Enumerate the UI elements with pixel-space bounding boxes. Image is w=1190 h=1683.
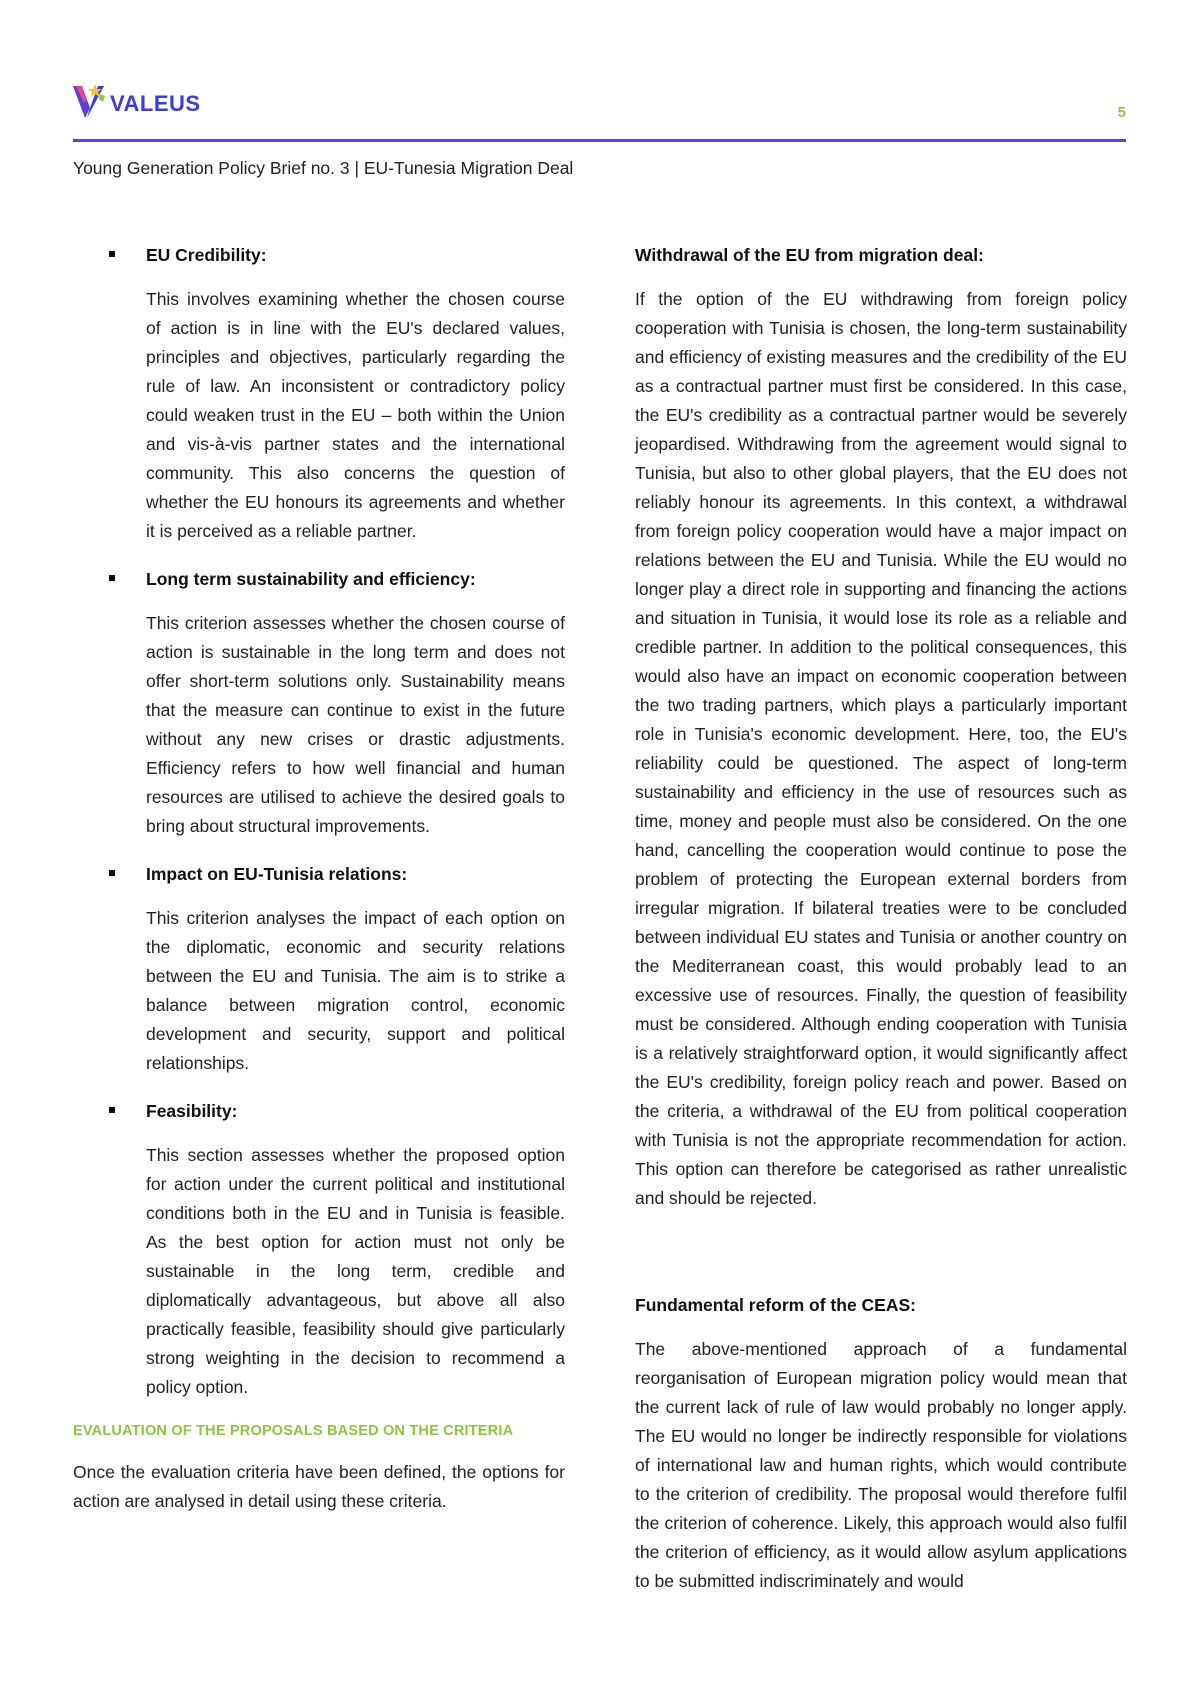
bullet-icon [109,251,115,257]
criterion-sustainability [73,568,565,841]
header-divider [73,139,1126,142]
logo-wordmark [110,91,201,117]
criterion-relations [73,863,565,1078]
withdrawal-section [635,244,1127,1213]
criterion-title: Impact on EU-Tunisia relations: [146,864,408,884]
withdrawal-body: If the option of the EU withdrawing from foreign policy cooperation with Tunisia is chosen, the long-term sustainability and efficiency of existing measures and the credibility of the EU as a contractual partner must first be considered. In this case, the EU's credibility as a contractual partner would be severely jeopardised. Withdrawing from the agreement would signal to Tunisia, but also to other global players, that the EU does not reliably honour its agreements. In this context, a withdrawal from foreign policy cooperation would have a major impact on relations between the EU and Tunisia. While the EU would no longer play a direct role in supporting and financing the actions and situation in Tunisia, it would lose its role as a reliable and credible partner. In addition to the political consequences, this would also have an impact on economic cooperation between the two trading partners, which plays a particularly important role in Tunisia's economic development. Here, too, the EU's reliability could be questioned. The aspect of long-term sustainability and efficiency in the use of resources such as time, money and people must also be considered. On the one hand, cancelling the cooperation would continue to pose the problem of protecting the European external borders from irregular migration. If bilateral treaties were to be concluded between individual EU states and Tunisia or another country on the Mediterranean coast, this would probably lead to an excessive use of resources. Finally, the question of feasibility must be considered. Although ending cooperation with Tunisia is a relatively straightforward option, it would significantly affect the EU's credibility, foreign policy reach and power. Based on the criteria, a withdrawal of the EU from political cooperation with Tunisia is not the appropriate recommendation for action. This option can therefore be categorised as rather unrealistic and should be rejected. [635,289,1127,1208]
logo-text-val: VAL [110,91,154,116]
reform-section [635,1294,1127,1596]
criteria-list [73,244,565,1424]
bullet-icon [109,575,115,581]
evaluation-heading: EVALUATION OF THE PROPOSALS BASED ON THE CRITERIA [73,1423,514,1439]
reform-body: The above-mentioned approach of a fundamental reorganisation of European migration policy would mean that the current lack of rule of law would probably no longer apply. The EU would no longer be indirectly responsible for violations of international law and human rights, which would contribute to the criterion of credibility. The proposal would therefore fulfil the criterion of coherence. Likely, this approach would also fulfil the criterion of efficiency, as it would allow asylum applications to be submitted indiscriminately and would [635,1339,1127,1591]
criterion-eu-credibility [73,244,565,546]
bullet-icon [109,870,115,876]
bullet-icon [109,1107,115,1113]
reform-title: Fundamental reform of the CEAS: [635,1295,916,1315]
criterion-title: EU Credibility: [146,245,267,265]
criterion-body: This criterion assesses whether the chosen course of action is sustainable in the long term and does not offer short-term solutions only. Sustainability means that the measure can continue to exist in the future without any new crises or drastic adjustments. Efficiency refers to how well financial and human resources are utilised to achieve the desired goals to bring about structural improvements. [146,613,565,836]
running-title: Young Generation Policy Brief no. 3 | EU-Tunesia Migration Deal [73,158,574,178]
logo-text-eus: EUS [153,91,201,116]
valeus-logo-icon [73,84,107,120]
criterion-feasibility [73,1100,565,1402]
criterion-title: Feasibility: [146,1101,238,1121]
withdrawal-title: Withdrawal of the EU from migration deal: [635,245,984,265]
evaluation-body: Once the evaluation criteria have been defined, the options for action are analysed in detail using these criteria. [73,1462,565,1511]
criterion-body: This involves examining whether the chosen course of action is in line with the EU's declared values, principles and objectives, particularly regarding the rule of law. An inconsistent or contradictory policy could weaken trust in the EU – both within the Union and vis-à-vis partner states and the international community. This also concerns the question of whether the EU honours its agreements and whether it is perceived as a reliable partner. [146,289,565,541]
criterion-body: This section assesses whether the proposed option for action under the current political and institutional conditions both in the EU and in Tunisia is feasible. As the best option for action must not only be sustainable in the long term, credible and diplomatically advantageous, but above all also practically feasible, feasibility should give particularly strong weighting in the decision to recommend a policy option. [146,1145,565,1397]
page-header [73,84,1126,144]
valeus-logo [73,84,201,120]
criterion-body: This criterion analyses the impact of each option on the diplomatic, economic and security relations between the EU and Tunisia. The aim is to strike a balance between migration control, economic development and security, support and political relationships. [146,908,565,1073]
criterion-title: Long term sustainability and efficiency: [146,569,476,589]
page-number: 5 [1117,104,1126,121]
